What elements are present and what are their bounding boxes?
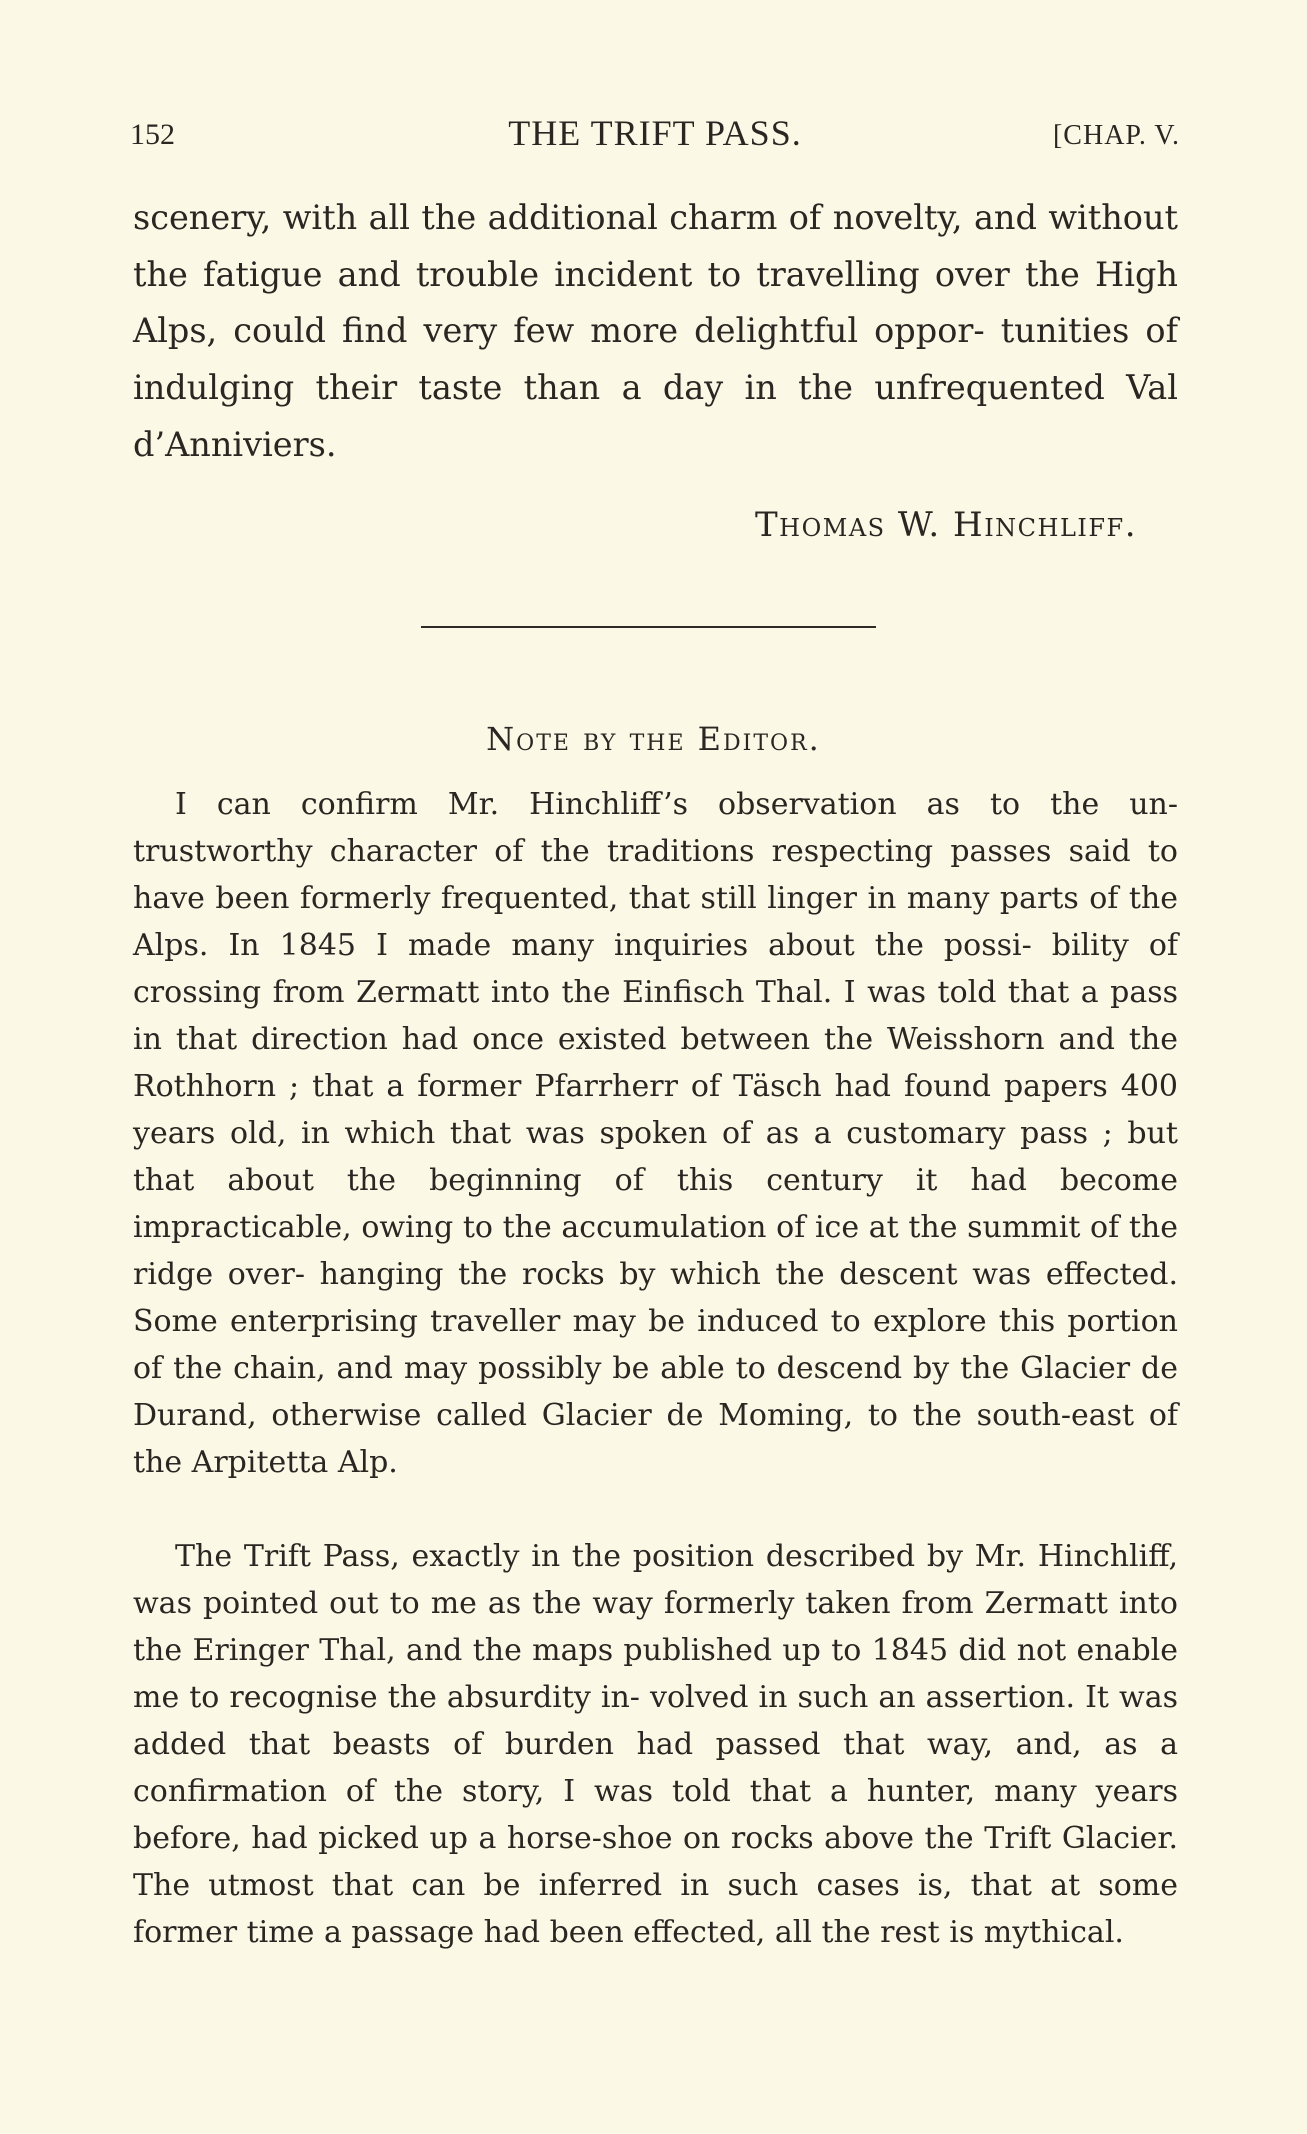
paragraph-trift-pass: The Trift Pass, exactly in the position described by Mr. Hinchliff, was pointed out to me as the way formerly taken from Zermatt into the Eringer Thal, and the maps published up to 1845 did not enable me to recognise the absurdity in- volved in such an assertion. It was added that beasts of burden had passed that way, and, as a confirmation of the story, I was told that a hunter, many years before, had picked up a horse-shoe on rocks above the Trift Glacier. The utmost that can be inferred in such cases is, that at some former time a passage had been effected, all the rest is mythical. (133, 1539, 1178, 1950)
section-divider (421, 626, 876, 628)
author-signature: Thomas W. Hinchliff. (754, 505, 1137, 545)
running-header (130, 112, 1180, 162)
paragraph-scenery: scenery, with all the additional charm of novelty, and without the fatigue and trouble incident to travelling over the High Alps, could find very few more delightful oppor- tunities of indulging their taste than a day in the unfrequented Val d’Anniviers. (133, 198, 1178, 464)
running-title: THE TRIFT PASS. (508, 113, 802, 153)
chapter-reference: [CHAP. V. (1052, 120, 1180, 151)
page-number: 152 (130, 118, 175, 151)
note-heading: Note by the Editor. (486, 720, 821, 758)
paragraph-editor-note: I can confirm Mr. Hinchliff’s observation as to the un- trustworthy character of the traditions respecting passes said to have been formerly frequented, that still linger in many parts of the Alps. In 1845 I made many inquiries about the possi- bility of crossing from Zermatt into the Einfisch Thal. I was told that a pass in that direction had once existed between the Weisshorn and the Rothhorn ; that a former Pfarrherr of Täsch had found papers 400 years old, in which that was spoken of as a customary pass ; but that about the beginning of this century it had become impracticable, owing to the accumulation of ice at the summit of the ridge over- hanging the rocks by which the descent was effected. Some enterprising traveller may be induced to explore this portion of the chain, and may possibly be able to descend by the Glacier de Durand, otherwise called Glacier de Moming, to the south-east of the Arpitetta Alp. (133, 787, 1178, 1480)
